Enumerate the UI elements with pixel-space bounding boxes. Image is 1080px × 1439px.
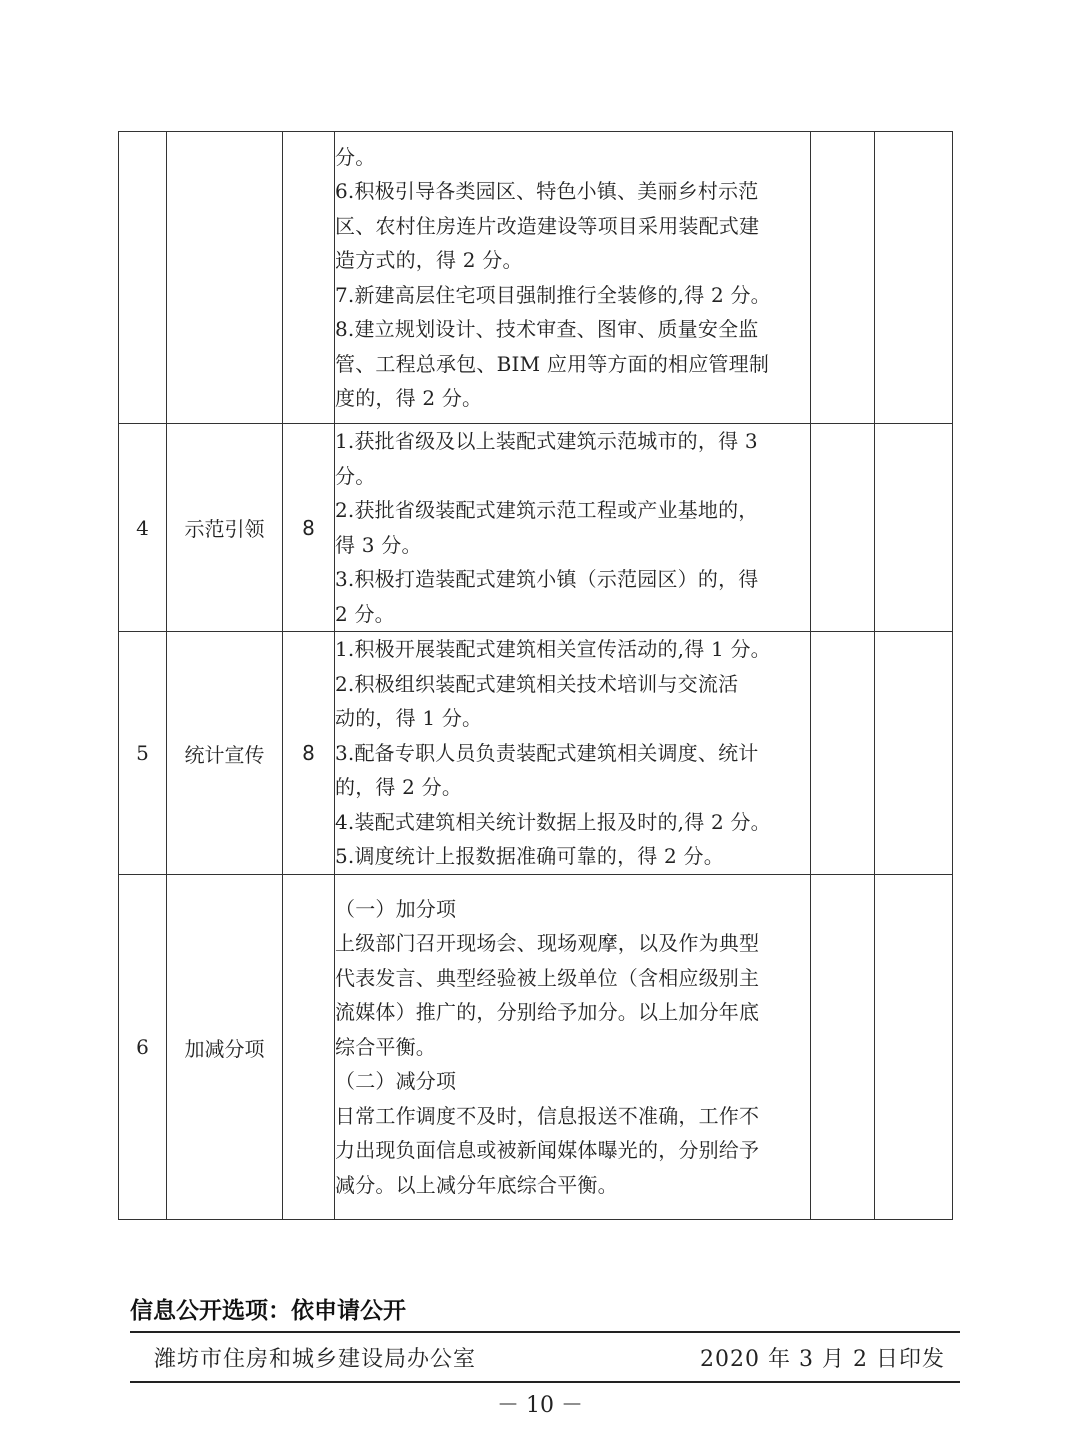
item-criteria (335, 875, 811, 1220)
self-score-cell (811, 875, 875, 1220)
criteria-line: 力出现负面信息或被新闻媒体曝光的，分别给予 (335, 1138, 760, 1163)
remarks-cell (875, 632, 953, 875)
item-number: 5 (119, 632, 167, 875)
criteria-line: 管、工程总承包、BIM 应用等方面的相应管理制 (335, 351, 770, 376)
item-score (283, 132, 335, 424)
item-score: 8 (283, 424, 335, 632)
footer-bottom-rule (130, 1381, 960, 1383)
criteria-line: 日常工作调度不及时，信息报送不准确，工作不 (335, 1103, 760, 1128)
item-number: 6 (119, 875, 167, 1220)
issuing-office: 潍坊市住房和城乡建设局办公室 (154, 1347, 477, 1372)
criteria-line: 减分。以上减分年底综合平衡。 (335, 1172, 618, 1197)
footer-top-rule (130, 1331, 960, 1333)
self-score-cell (811, 632, 875, 875)
criteria-line: （二）减分项 (335, 1069, 457, 1094)
item-score (283, 875, 335, 1220)
criteria-line: 综合平衡。 (335, 1034, 436, 1059)
criteria-line: 2.获批省级装配式建筑示范工程或产业基地的， (335, 498, 759, 522)
table-row (119, 875, 953, 1220)
criteria-line: 度的，得 2 分。 (335, 386, 483, 410)
criteria-line: 区、农村住房连片改造建设等项目采用装配式建 (335, 213, 760, 238)
remarks-cell (875, 132, 953, 424)
table-row (119, 424, 953, 632)
criteria-line: 上级部门召开现场会、现场观摩，以及作为典型 (335, 931, 760, 956)
criteria-line: 流媒体）推广的，分别给予加分。以上加分年底 (335, 1000, 760, 1025)
criteria-line: 6.积极引导各类园区、特色小镇、美丽乡村示范 (335, 179, 759, 203)
item-criteria (335, 132, 811, 424)
item-name (167, 132, 283, 424)
criteria-line: 5.调度统计上报数据准确可靠的，得 2 分。 (335, 844, 724, 869)
issue-date: 2020 年 3 月 2 日印发 (700, 1347, 945, 1372)
criteria-line: 造方式的，得 2 分。 (335, 248, 523, 272)
table-row (119, 132, 953, 424)
table-row (119, 632, 953, 875)
remarks-cell (875, 424, 953, 632)
self-score-cell (811, 132, 875, 424)
criteria-line: 3.积极打造装配式建筑小镇（示范园区）的，得 (335, 567, 759, 591)
item-number (119, 132, 167, 424)
criteria-line: 2.积极组织装配式建筑相关技术培训与交流活 (335, 671, 739, 696)
criteria-line: 分。 (335, 144, 376, 169)
scoring-table (118, 131, 953, 1220)
item-name: 加减分项 (167, 875, 283, 1220)
criteria-line: 4.装配式建筑相关统计数据上报及时的,得 2 分。 (335, 809, 771, 834)
criteria-line: 得 3 分。 (335, 532, 422, 557)
item-number: 4 (119, 424, 167, 632)
criteria-line: 1.获批省级及以上装配式建筑示范城市的，得 3 (335, 429, 758, 453)
criteria-line: 代表发言、典型经验被上级单位（含相应级别主 (335, 965, 760, 990)
item-name: 示范引领 (167, 424, 283, 632)
criteria-line: （一）加分项 (335, 896, 457, 921)
disclosure-option: 信息公开选项：依申请公开 (130, 1298, 406, 1324)
criteria-line: 7.新建高层住宅项目强制推行全装修的,得 2 分。 (335, 282, 771, 307)
page-number: － 10 － (497, 1393, 583, 1418)
item-name: 统计宣传 (167, 632, 283, 875)
self-score-cell (811, 424, 875, 632)
criteria-line: 的，得 2 分。 (335, 775, 463, 800)
item-criteria (335, 632, 811, 875)
criteria-line: 分。 (335, 463, 376, 488)
criteria-line: 1.积极开展装配式建筑相关宣传活动的,得 1 分。 (335, 637, 771, 662)
remarks-cell (875, 875, 953, 1220)
criteria-line: 8.建立规划设计、技术审查、图审、质量安全监 (335, 317, 759, 341)
criteria-line: 3.配备专职人员负责装配式建筑相关调度、统计 (335, 740, 759, 765)
criteria-line: 动的，得 1 分。 (335, 706, 483, 731)
criteria-line: 2 分。 (335, 601, 395, 626)
item-score: 8 (283, 632, 335, 875)
item-criteria (335, 424, 811, 632)
